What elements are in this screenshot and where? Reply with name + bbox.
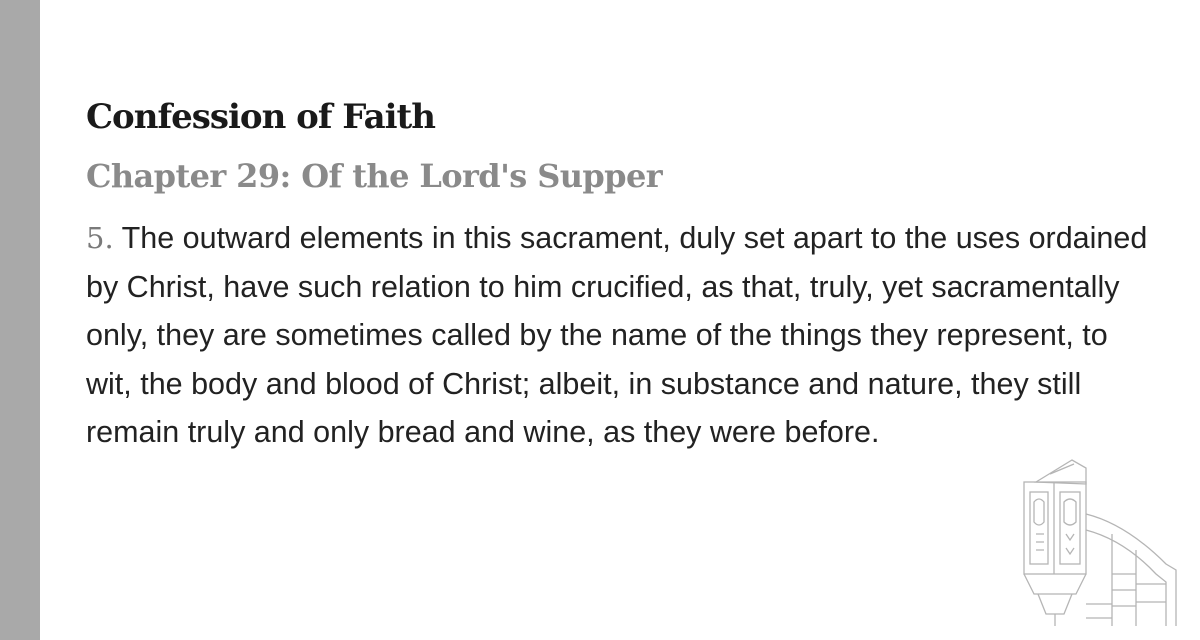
paragraph-text: The outward elements in this sacrament, duly set apart to the uses ordained by Christ, have such relation to him crucified, as that, truly, yet sacramentally only, they are sometimes called by the name of the things they represent, to wit, the body and blood of Christ; albeit, in substance and nature, they still remain truly and only bread and wine, as they were before. xyxy=(86,221,1148,449)
chapter-title: Chapter 29: Of the Lord's Supper xyxy=(86,157,662,195)
left-sidebar-strip xyxy=(0,0,40,640)
document-content xyxy=(86,88,1176,457)
document-title: Confession of Faith xyxy=(86,97,435,137)
paragraph-number: 5. xyxy=(86,221,114,255)
paragraph xyxy=(86,214,1161,457)
pulpit-icon xyxy=(1016,454,1180,630)
